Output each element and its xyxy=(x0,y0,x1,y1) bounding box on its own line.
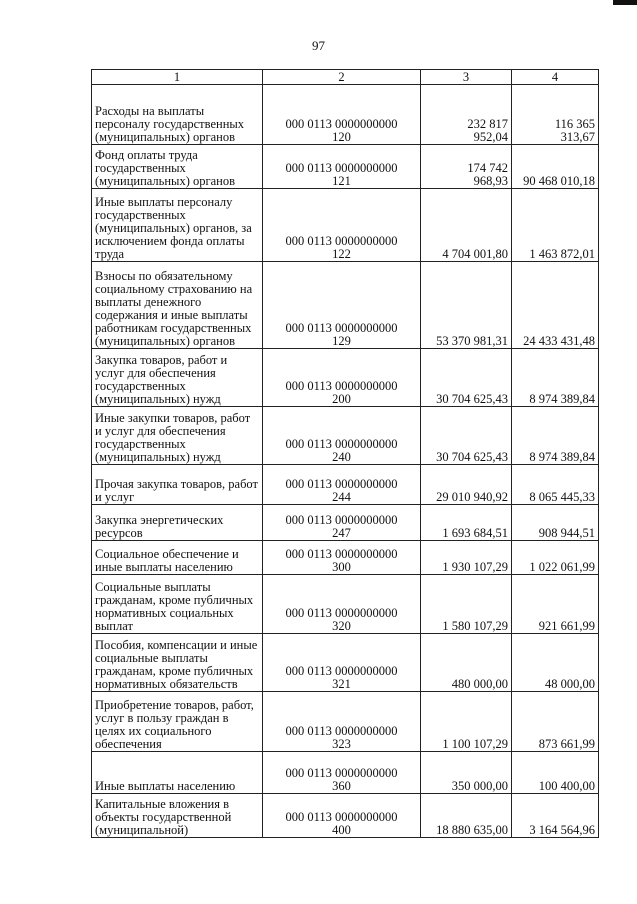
value-line-2: 48 000,00 xyxy=(545,677,595,691)
row-value-col3 xyxy=(421,575,512,634)
code-line-2: 120 xyxy=(332,130,351,144)
row-value-col4 xyxy=(512,794,599,838)
table-row xyxy=(92,752,599,794)
value-line-2: 100 400,00 xyxy=(538,779,595,793)
row-value-col4 xyxy=(512,85,599,145)
header-row xyxy=(92,70,599,85)
code-line-1: 000 0113 0000000000 xyxy=(285,810,398,824)
row-value-col4 xyxy=(512,262,599,349)
row-name: Прочая закупка товаров, работ и услуг xyxy=(92,465,263,505)
row-code xyxy=(263,541,421,575)
value-line-2: 18 880 635,00 xyxy=(436,823,508,837)
value-line-2: 1 693 684,51 xyxy=(442,526,508,540)
row-value-col4 xyxy=(512,692,599,752)
row-code xyxy=(263,262,421,349)
row-value-col3 xyxy=(421,349,512,407)
row-code xyxy=(263,145,421,189)
code-line-1: 000 0113 0000000000 xyxy=(285,437,398,451)
header-cell: 2 xyxy=(263,70,421,85)
code-line-2: 360 xyxy=(332,779,351,793)
value-line-2: 30 704 625,43 xyxy=(436,392,508,406)
code-line-2: 400 xyxy=(332,823,351,837)
row-value-col4 xyxy=(512,349,599,407)
value-line-1: 116 365 xyxy=(554,117,595,131)
code-line-1: 000 0113 0000000000 xyxy=(285,513,398,527)
row-code xyxy=(263,85,421,145)
table-row xyxy=(92,145,599,189)
table-row xyxy=(92,692,599,752)
code-line-1: 000 0113 0000000000 xyxy=(285,664,398,678)
row-value-col3 xyxy=(421,505,512,541)
value-line-2: 908 944,51 xyxy=(538,526,595,540)
code-line-1: 000 0113 0000000000 xyxy=(285,606,398,620)
table-row xyxy=(92,505,599,541)
header-cell: 1 xyxy=(92,70,263,85)
row-name: Иные выплаты населению xyxy=(92,752,263,794)
value-line-2: 24 433 431,48 xyxy=(523,334,595,348)
value-line-2: 1 930 107,29 xyxy=(442,560,508,574)
value-line-2: 90 468 010,18 xyxy=(523,174,595,188)
row-code xyxy=(263,794,421,838)
row-value-col4 xyxy=(512,407,599,465)
row-code xyxy=(263,189,421,262)
code-line-2: 323 xyxy=(332,737,351,751)
code-line-1: 000 0113 0000000000 xyxy=(285,379,398,393)
value-line-2: 8 065 445,33 xyxy=(529,490,595,504)
page-number: 97 xyxy=(312,38,325,53)
row-value-col3 xyxy=(421,189,512,262)
row-name: Закупка энергетических ресурсов xyxy=(92,505,263,541)
value-line-2: 313,67 xyxy=(560,130,595,144)
code-line-2: 121 xyxy=(332,174,351,188)
row-code xyxy=(263,575,421,634)
table-row xyxy=(92,575,599,634)
row-name: Фонд оплаты труда государственных (муниципальных) органов xyxy=(92,145,263,189)
row-value-col4 xyxy=(512,505,599,541)
value-line-2: 8 974 389,84 xyxy=(529,450,595,464)
code-line-2: 122 xyxy=(332,247,351,261)
value-line-2: 1 580 107,29 xyxy=(442,619,508,633)
row-value-col3 xyxy=(421,262,512,349)
code-line-1: 000 0113 0000000000 xyxy=(285,766,398,780)
row-value-col4 xyxy=(512,465,599,505)
row-value-col3 xyxy=(421,85,512,145)
row-name: Взносы по обязательному социальному страхованию на выплаты денежного содержания и иные выплаты работникам государственных (муниципальных) органов xyxy=(92,262,263,349)
value-line-1: 232 817 xyxy=(467,117,508,131)
value-line-2: 53 370 981,31 xyxy=(436,334,508,348)
row-code xyxy=(263,465,421,505)
row-name: Иные выплаты персоналу государственных (муниципальных) органов, за исключением фонда оплаты труда xyxy=(92,189,263,262)
value-line-2: 1 100 107,29 xyxy=(442,737,508,751)
value-line-2: 350 000,00 xyxy=(451,779,508,793)
value-line-2: 1 463 872,01 xyxy=(529,247,595,261)
value-line-2: 480 000,00 xyxy=(451,677,508,691)
code-line-1: 000 0113 0000000000 xyxy=(285,547,398,561)
header-cell: 4 xyxy=(512,70,599,85)
value-line-2: 952,04 xyxy=(473,130,508,144)
row-code xyxy=(263,752,421,794)
scan-corner-mark xyxy=(613,0,637,5)
code-line-2: 200 xyxy=(332,392,351,406)
row-code xyxy=(263,349,421,407)
code-line-1: 000 0113 0000000000 xyxy=(285,161,398,175)
row-name: Приобретение товаров, работ, услуг в пользу граждан в целях их социального обеспечения xyxy=(92,692,263,752)
code-line-1: 000 0113 0000000000 xyxy=(285,234,398,248)
row-value-col3 xyxy=(421,692,512,752)
table-row xyxy=(92,634,599,692)
row-name: Иные закупки товаров, работ и услуг для обеспечения государственных (муниципальных) нужд xyxy=(92,407,263,465)
code-line-1: 000 0113 0000000000 xyxy=(285,117,398,131)
code-line-1: 000 0113 0000000000 xyxy=(285,724,398,738)
row-value-col3 xyxy=(421,145,512,189)
value-line-2: 4 704 001,80 xyxy=(442,247,508,261)
code-line-2: 247 xyxy=(332,526,351,540)
value-line-2: 968,93 xyxy=(473,174,508,188)
code-line-1: 000 0113 0000000000 xyxy=(285,477,398,491)
table-row xyxy=(92,407,599,465)
row-value-col4 xyxy=(512,145,599,189)
table-row xyxy=(92,349,599,407)
row-name: Закупка товаров, работ и услуг для обеспечения государственных (муниципальных) нужд xyxy=(92,349,263,407)
value-line-2: 29 010 940,92 xyxy=(436,490,508,504)
value-line-2: 921 661,99 xyxy=(538,619,595,633)
row-value-col4 xyxy=(512,634,599,692)
code-line-2: 244 xyxy=(332,490,351,504)
value-line-2: 1 022 061,99 xyxy=(529,560,595,574)
value-line-2: 30 704 625,43 xyxy=(436,450,508,464)
row-value-col3 xyxy=(421,465,512,505)
row-code xyxy=(263,407,421,465)
row-value-col4 xyxy=(512,752,599,794)
table-row xyxy=(92,85,599,145)
row-name: Капитальные вложения в объекты государственной (муниципальной) xyxy=(92,794,263,838)
row-value-col3 xyxy=(421,407,512,465)
code-line-2: 300 xyxy=(332,560,351,574)
code-line-2: 320 xyxy=(332,619,351,633)
table-row xyxy=(92,465,599,505)
row-value-col3 xyxy=(421,541,512,575)
code-line-2: 240 xyxy=(332,450,351,464)
row-name: Расходы на выплаты персоналу государственных (муниципальных) органов xyxy=(92,85,263,145)
row-code xyxy=(263,505,421,541)
row-value-col4 xyxy=(512,189,599,262)
row-code xyxy=(263,692,421,752)
row-value-col3 xyxy=(421,634,512,692)
code-line-1: 000 0113 0000000000 xyxy=(285,321,398,335)
table-row xyxy=(92,794,599,838)
header-cell: 3 xyxy=(421,70,512,85)
row-name: Социальное обеспечение и иные выплаты населению xyxy=(92,541,263,575)
row-name: Социальные выплаты гражданам, кроме публичных нормативных социальных выплат xyxy=(92,575,263,634)
table-row xyxy=(92,262,599,349)
value-line-2: 873 661,99 xyxy=(538,737,595,751)
value-line-2: 3 164 564,96 xyxy=(529,823,595,837)
row-code xyxy=(263,634,421,692)
value-line-2: 8 974 389,84 xyxy=(529,392,595,406)
row-name: Пособия, компенсации и иные социальные выплаты гражданам, кроме публичных нормативных обязательств xyxy=(92,634,263,692)
row-value-col3 xyxy=(421,752,512,794)
row-value-col3 xyxy=(421,794,512,838)
budget-table xyxy=(91,69,599,838)
table-row xyxy=(92,541,599,575)
value-line-1: 174 742 xyxy=(467,161,508,175)
row-value-col4 xyxy=(512,575,599,634)
row-value-col4 xyxy=(512,541,599,575)
code-line-2: 321 xyxy=(332,677,351,691)
code-line-2: 129 xyxy=(332,334,351,348)
table-row xyxy=(92,189,599,262)
